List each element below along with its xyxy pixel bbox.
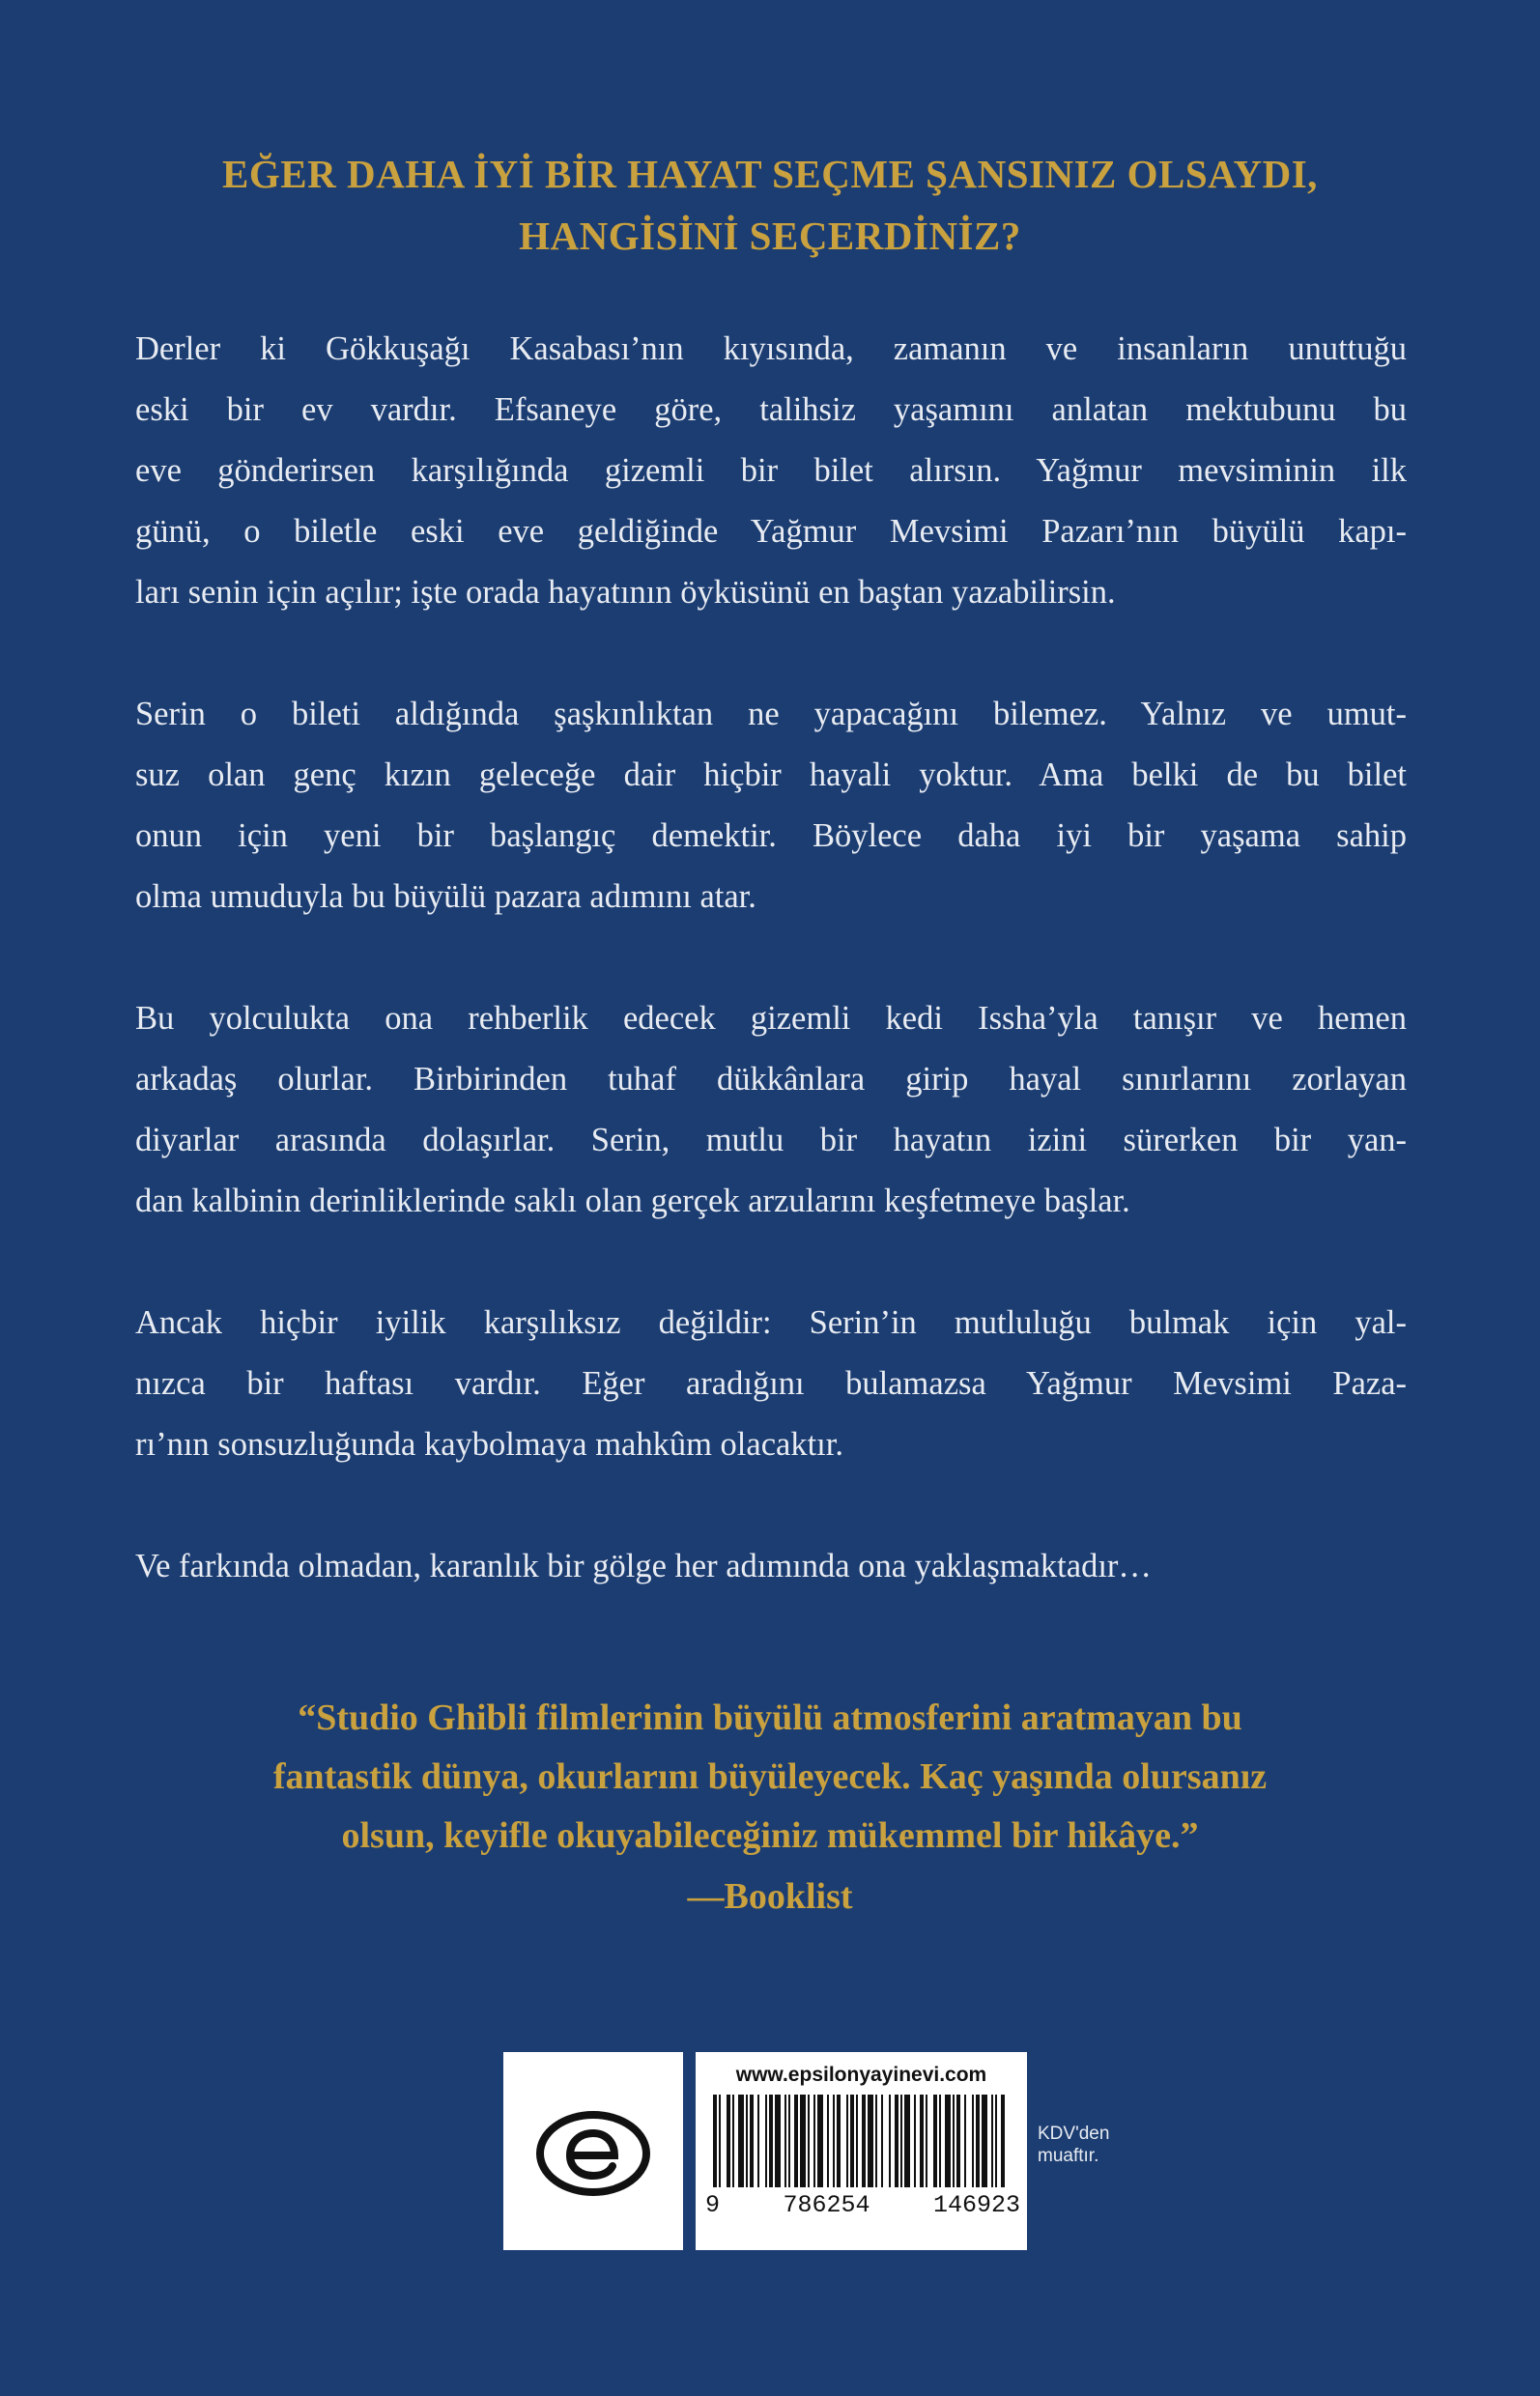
isbn-digit-group: 786254 [783,2191,870,2219]
blurb-line: eski bir ev vardır. Efsaneye göre, talihsiz yaşamını anlatan mektubunu bu [135,391,1407,428]
barcode-bar [827,2095,829,2187]
barcode-bar [945,2095,951,2187]
barcode-bar [895,2095,898,2187]
blurb-paragraph [135,319,1407,623]
quote-line: olsun, keyifle okuyabileceğiniz mükemmel bir hikâye.” [341,1815,1199,1856]
barcode-bar [939,2095,941,2187]
barcode-bar [995,2095,997,2187]
blurb-line: dan kalbinin derinliklerinde saklı olan gerçek arzularını keşfetmeye başlar. [135,1183,1130,1219]
barcode-bar [817,2095,823,2187]
barcode-bar [926,2095,927,2187]
barcode-bar [846,2095,848,2187]
blurb-line: eve gönderirsen karşılığında gizemli bir bilet alırsın. Yağmur mevsiminin ilk [135,452,1407,489]
barcode-bar [750,2095,754,2187]
barcode-bar [833,2095,835,2187]
barcode-bar [904,2095,910,2187]
quote-line: “Studio Ghibli filmlerinin büyülü atmosferini aratmayan bu [298,1697,1242,1738]
blurb-paragraph [135,1293,1407,1475]
barcode-bar [900,2095,902,2187]
barcode-bar [746,2095,748,2187]
barcode-bar [769,2095,773,2187]
tax-note-line: muaftır. [1038,2146,1099,2166]
barcode-bar [956,2095,960,2187]
publisher-logo-box [503,2052,683,2250]
barcode-bar [953,2095,955,2187]
blurb-paragraph [135,1536,1407,1597]
barcode-bar [800,2095,806,2187]
blurb-line: onun için yeni bir başlangıç demektir. Böylece daha iyi bir yaşama sahip [135,817,1407,854]
barcode-bar [794,2095,798,2187]
barcode-bar [837,2095,841,2187]
barcode-bar [982,2095,987,2187]
epsilon-e-logo-icon [535,2110,651,2197]
blurb-body [135,319,1407,1658]
barcode-box [696,2052,1027,2250]
barcode-bar [889,2095,891,2187]
tax-note-line: KDV'den [1038,2124,1110,2144]
isbn-number [705,2191,1020,2219]
barcode-bar [738,2095,744,2187]
isbn-barcode [705,2095,1017,2189]
barcode-bar [788,2095,790,2187]
barcode-bar [862,2095,866,2187]
tax-exempt-note [1038,2123,1144,2167]
barcode-bar [713,2095,717,2187]
blurb-line: ları senin için açılır; işte orada hayatının öyküsünü en baştan yazabilirsin. [135,574,1116,611]
barcode-bar [765,2095,767,2187]
blurb-line: rı’nın sonsuzluğunda kaybolmaya mahkûm olacaktır. [135,1426,843,1463]
barcode-bar [881,2095,883,2187]
blurb-line: Derler ki Gökkuşağı Kasabası’nın kıyısında, zamanın ve insanların unuttuğu [135,330,1407,367]
barcode-bar [1001,2095,1005,2187]
barcode-bar [727,2095,730,2187]
barcode-bar [933,2095,937,2187]
blurb-line: olma umuduyla bu büyülü pazara adımını atar. [135,878,756,915]
barcode-bar [976,2095,980,2187]
barcode-bar [850,2095,854,2187]
publisher-website: www.epsilonyayinevi.com [735,2064,987,2086]
barcode-bar [775,2095,781,2187]
barcode-bar [808,2095,810,2187]
headline-line: EĞER DAHA İYİ BİR HAYAT SEÇME ŞANSINIZ OLSAYDI, [222,152,1318,196]
barcode-bar [757,2095,759,2187]
blurb-paragraph [135,988,1407,1232]
barcode-bar [868,2095,873,2187]
blurb-line: suz olan genç kızın geleceğe dair hiçbir hayali yoktur. Ama belki de bu bilet [135,756,1407,793]
barcode-bar [991,2095,993,2187]
blurb-paragraph [135,684,1407,927]
headline [97,143,1443,267]
isbn-digit-group: 146923 [932,2191,1020,2219]
blurb-line: Bu yolculukta ona rehberlik edecek gizemli kedi Issha’yla tanışır ve hemen [135,1000,1407,1037]
blurb-line: Ancak hiçbir iyilik karşılıksız değildir: Serin’in mutluluğu bulmak için yal- [135,1304,1407,1341]
barcode-bar [875,2095,877,2187]
quote-line: fantastik dünya, okurlarını büyüleyecek. Kaç yaşında olursanız [272,1756,1268,1797]
barcode-bar [972,2095,974,2187]
barcode-bar [964,2095,966,2187]
barcode-bar [719,2095,721,2187]
blurb-line: Ve farkında olmadan, karanlık bir gölge her adımında ona yaklaşmaktadır… [135,1548,1152,1584]
review-quote [97,1689,1443,1926]
barcode-bar [732,2095,734,2187]
barcode-bar [920,2095,924,2187]
headline-line: HANGİSİNİ SEÇERDİNİZ? [519,214,1021,258]
barcode-bar [813,2095,815,2187]
blurb-line: günü, o biletle eski eve geldiğinde Yağmur Mevsimi Pazarı’nın büyülü kapı- [135,513,1407,550]
blurb-line: nızca bir haftası vardır. Eğer aradığını bulamazsa Yağmur Mevsimi Paza- [135,1365,1407,1402]
blurb-line: diyarlar arasında dolaşırlar. Serin, mutlu bir hayatın izini sürerken bir yan- [135,1122,1407,1158]
barcode-bar [784,2095,786,2187]
blurb-line: Serin o bileti aldığında şaşkınlıktan ne yapacağını bilemez. Yalnız ve umut- [135,696,1407,732]
barcode-bar [856,2095,858,2187]
barcode-bar [914,2095,916,2187]
blurb-line: arkadaş olurlar. Birbirinden tuhaf dükkânlara girip hayal sınırlarını zorlayan [135,1061,1407,1098]
quote-attribution: —Booklist [687,1876,853,1917]
isbn-digit-group: 9 [705,2191,721,2219]
